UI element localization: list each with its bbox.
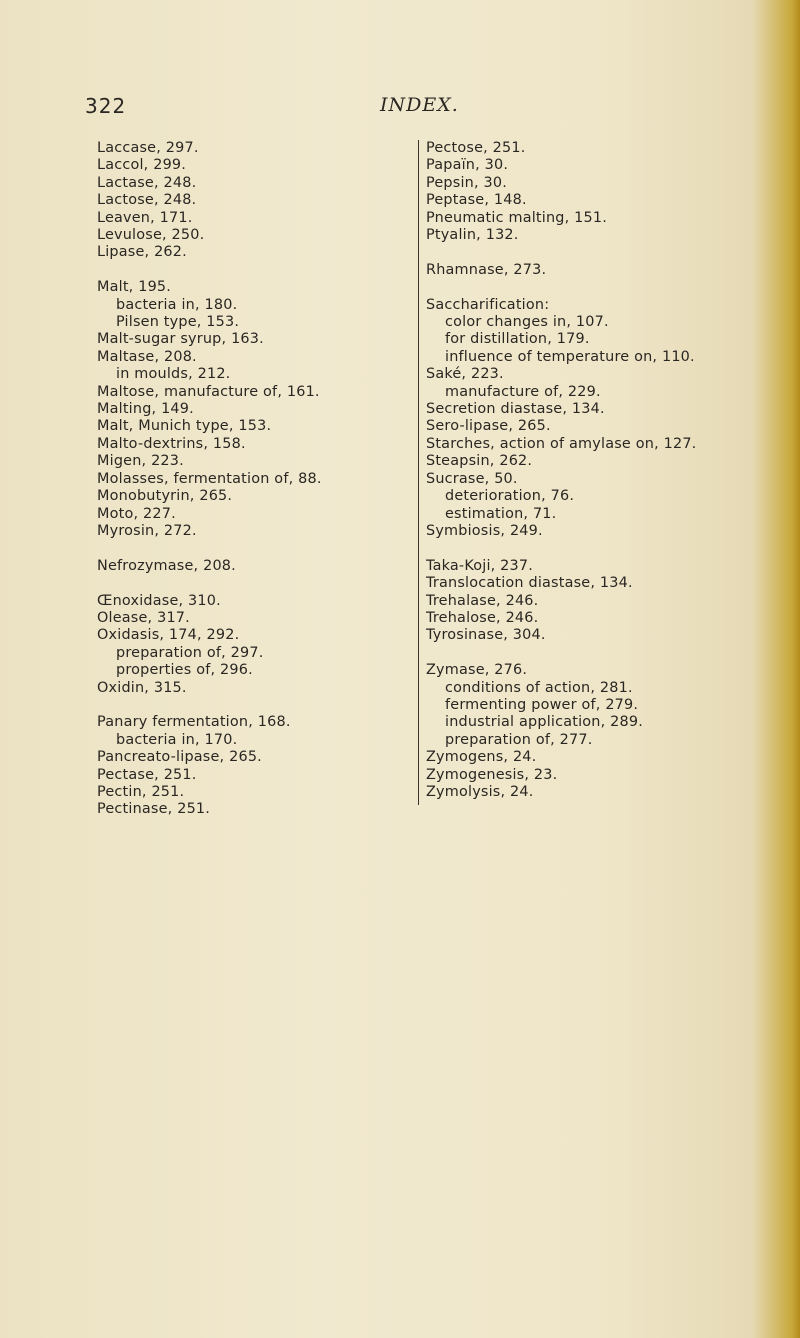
- index-entry: Malto-dextrins, 158.: [97, 435, 246, 452]
- running-head: INDEX.: [380, 94, 459, 116]
- index-subentry: influence of temperature on, 110.: [445, 348, 695, 365]
- index-entry: Saké, 223.: [426, 366, 504, 383]
- index-entry: Sero-lipase, 265.: [426, 418, 551, 435]
- index-entry: Pancreato-lipase, 265.: [97, 749, 262, 766]
- index-subentry: conditions of action, 281.: [445, 679, 633, 696]
- index-entry: Panary fermentation, 168.: [97, 714, 291, 731]
- index-subentry: bacteria in, 170.: [116, 731, 238, 748]
- index-entry: Leaven, 171.: [97, 209, 193, 226]
- index-entry: Zymolysis, 24.: [426, 783, 534, 800]
- index-entry: Starches, action of amylase on, 127.: [426, 435, 697, 452]
- index-subentry: deterioration, 76.: [445, 488, 575, 505]
- index-entry: Tyrosinase, 304.: [426, 627, 546, 644]
- index-subentry: Pilsen type, 153.: [116, 314, 240, 331]
- index-entry: Olease, 317.: [97, 609, 190, 626]
- entry-gap: [97, 697, 397, 714]
- index-column-right: [426, 140, 756, 801]
- index-subentry: industrial application, 289.: [445, 714, 643, 731]
- entry-gap: [97, 262, 397, 279]
- index-entry: Pepsin, 30.: [426, 174, 508, 191]
- index-subentry: properties of, 296.: [116, 662, 253, 679]
- index-subentry: fermenting power of, 279.: [445, 696, 639, 713]
- index-entry: Malt-sugar syrup, 163.: [97, 331, 264, 348]
- index-entry: Migen, 223.: [97, 453, 184, 470]
- entry-gap: [426, 540, 756, 557]
- index-subentry: bacteria in, 180.: [116, 296, 238, 313]
- index-entry: Papaïn, 30.: [426, 157, 509, 174]
- index-entry: Rhamnase, 273.: [426, 261, 547, 278]
- index-entry: Lactose, 248.: [97, 192, 197, 209]
- index-entry: Peptase, 148.: [426, 192, 527, 209]
- entry-gap: [97, 575, 397, 592]
- column-divider: [418, 140, 419, 805]
- index-column-left: [97, 140, 397, 819]
- index-entry: Symbiosis, 249.: [426, 522, 543, 539]
- index-entry: Maltose, manufacture of, 161.: [97, 383, 320, 400]
- index-entry: Laccase, 297.: [97, 140, 199, 156]
- index-entry: Malt, Munich type, 153.: [97, 418, 272, 435]
- index-entry: Molasses, fermentation of, 88.: [97, 470, 322, 487]
- index-entry: Oxidasis, 174, 292.: [97, 627, 240, 644]
- entry-gap: [426, 279, 756, 296]
- index-entry: Oxidin, 315.: [97, 679, 187, 696]
- index-subentry: manufacture of, 229.: [445, 383, 601, 400]
- index-entry: Trehalase, 246.: [426, 592, 539, 609]
- index-entry: Myrosin, 272.: [97, 522, 197, 539]
- index-subentry: color changes in, 107.: [445, 314, 609, 331]
- index-entry: Lipase, 262.: [97, 244, 187, 261]
- entry-gap: [426, 244, 756, 261]
- index-entry: Secretion diastase, 134.: [426, 401, 605, 418]
- index-entry: Pectase, 251.: [97, 766, 197, 783]
- index-entry: Trehalose, 246.: [426, 609, 539, 626]
- index-entry: Malt, 195.: [97, 279, 172, 296]
- index-entry: Pectinase, 251.: [97, 801, 211, 818]
- page-header: [0, 94, 800, 118]
- index-subentry: for distillation, 179.: [445, 331, 590, 348]
- index-entry: Translocation diastase, 134.: [426, 575, 633, 592]
- index-subentry: estimation, 71.: [445, 505, 557, 522]
- index-entry: Zymase, 276.: [426, 662, 528, 679]
- index-entry: Ptyalin, 132.: [426, 227, 519, 244]
- index-subentry: preparation of, 277.: [445, 731, 593, 748]
- index-entry: Maltase, 208.: [97, 348, 197, 365]
- index-entry: Nefrozymase, 208.: [97, 557, 236, 574]
- index-entry: Sucrase, 50.: [426, 470, 518, 487]
- index-entry: Zymogenesis, 23.: [426, 766, 558, 783]
- index-entry: Steapsin, 262.: [426, 453, 533, 470]
- index-entry: Pectose, 251.: [426, 140, 526, 156]
- entry-gap: [97, 540, 397, 557]
- page-number: 322: [85, 94, 127, 118]
- index-subentry: in moulds, 212.: [116, 366, 231, 383]
- index-entry: Taka-Koji, 237.: [426, 557, 534, 574]
- index-entry: Saccharification:: [426, 296, 550, 313]
- index-entry: Zymogens, 24.: [426, 749, 537, 766]
- index-entry: Pectin, 251.: [97, 783, 185, 800]
- index-entry: Malting, 149.: [97, 401, 194, 418]
- index-entry: Œnoxidase, 310.: [97, 592, 221, 609]
- index-subentry: preparation of, 297.: [116, 644, 264, 661]
- index-entry: Pneumatic malting, 151.: [426, 209, 608, 226]
- index-entry: Monobutyrin, 265.: [97, 488, 233, 505]
- index-entry: Lactase, 248.: [97, 174, 197, 191]
- index-entry: Laccol, 299.: [97, 157, 187, 174]
- index-entry: Moto, 227.: [97, 505, 176, 522]
- entry-gap: [426, 645, 756, 662]
- index-entry: Levulose, 250.: [97, 227, 205, 244]
